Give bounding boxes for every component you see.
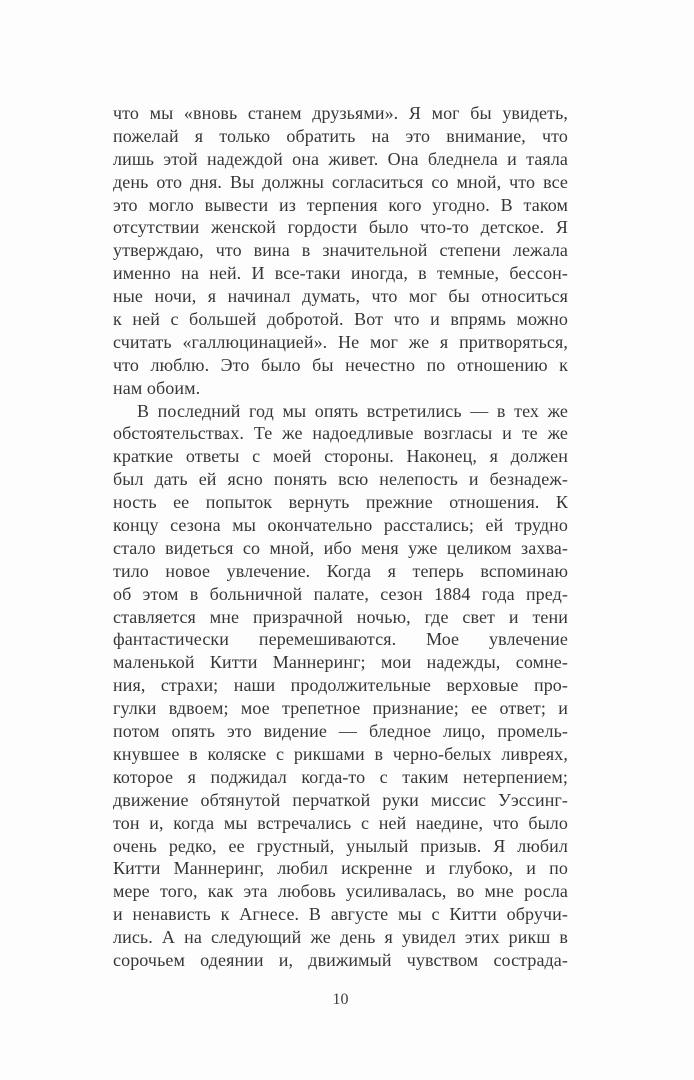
- text-line: ния, страхи; наши продолжительные верховые про-: [113, 675, 568, 696]
- text-line: стало видеться со мной, ибо меня уже целиком захва-: [113, 537, 568, 558]
- text-line: тон и, когда мы встречались с ней наедине, что было: [113, 812, 568, 833]
- text-line: краткие ответы с моей стороны. Наконец, я должен: [113, 446, 568, 467]
- text-line: В последний год мы опять встретились — в тех же: [137, 400, 568, 421]
- text-line: кнувшее в коляске с рикшами в черно-белых ливреях,: [113, 743, 568, 764]
- text-line: фантастически перемешиваются. Мое увлечение: [113, 629, 568, 650]
- text-line: об этом в больничной палате, сезон 1884 года пред-: [113, 583, 568, 604]
- text-line: утверждаю, что вина в значительной степени лежала: [113, 240, 568, 261]
- text-line: к ней с большей добротой. Вот что и впрямь можно: [113, 309, 568, 330]
- text-line: очень редко, ее грустный, унылый призыв. Я любил: [113, 835, 568, 856]
- text-line: считать «галлюцинацией». Не мог же я притворяться,: [113, 331, 568, 352]
- text-line: которое я поджидал когда-то с таким нетерпением;: [113, 766, 568, 787]
- text-line: Китти Маннеринг, любил искренне и глубоко, и по: [113, 858, 568, 879]
- text-line: потом опять это видение — бледное лицо, промель-: [113, 721, 568, 742]
- text-line: сорочьем одеянии и, движимый чувством сострада-: [113, 949, 568, 970]
- text-line: что мы «вновь станем друзьями». Я мог бы увидеть,: [113, 103, 568, 123]
- text-line: лишь этой надеждой она живет. Она бледнела и таяла: [113, 148, 568, 169]
- text-line: мере того, как эта любовь усиливалась, во мне росла: [113, 881, 568, 902]
- text-line: маленькой Китти Маннеринг; мои надежды, сомне-: [113, 652, 568, 673]
- text-line: был дать ей ясно понять всю нелепость и безнадеж-: [113, 469, 568, 490]
- text-line: движение обтянутой перчаткой руки миссис Уэссинг-: [113, 789, 568, 810]
- text-line: и ненависть к Агнесе. В августе мы с Китти обручи-: [113, 904, 568, 925]
- text-line: отсутствии женской гордости было что-то детское. Я: [113, 217, 568, 238]
- text-line: концу сезона мы окончательно расстались; ей трудно: [113, 515, 568, 536]
- text-line: что люблю. Это было бы нечестно по отношению к: [113, 354, 568, 375]
- text-line: это могло вывести из терпения кого угодно. В таком: [113, 194, 568, 215]
- text-line: нам обоим.: [113, 377, 201, 398]
- text-line: именно на ней. И все-таки иногда, в темные, бессон-: [113, 263, 568, 284]
- text-line: лись. А на следующий же день я увидел этих рикш в: [113, 927, 568, 948]
- text-line: пожелай я только обратить на это внимание, что: [113, 125, 568, 146]
- text-line: гулки вдвоем; мое трепетное признание; ее ответ; и: [113, 698, 568, 719]
- text-line: ставляется мне призрачной ночью, где свет и тени: [113, 606, 568, 627]
- text-line: ные ночи, я начинал думать, что мог бы относиться: [113, 286, 568, 307]
- body-text: [113, 102, 568, 972]
- text-line: тило новое увлечение. Когда я теперь вспоминаю: [113, 560, 568, 581]
- text-line: обстоятельствах. Те же надоедливые возгласы и те же: [113, 423, 568, 444]
- page-number: 10: [332, 991, 349, 1008]
- text-line: день ото дня. Вы должны согласиться со мной, что все: [113, 171, 568, 192]
- text-line: ность ее попыток вернуть прежние отношения. К: [113, 492, 568, 513]
